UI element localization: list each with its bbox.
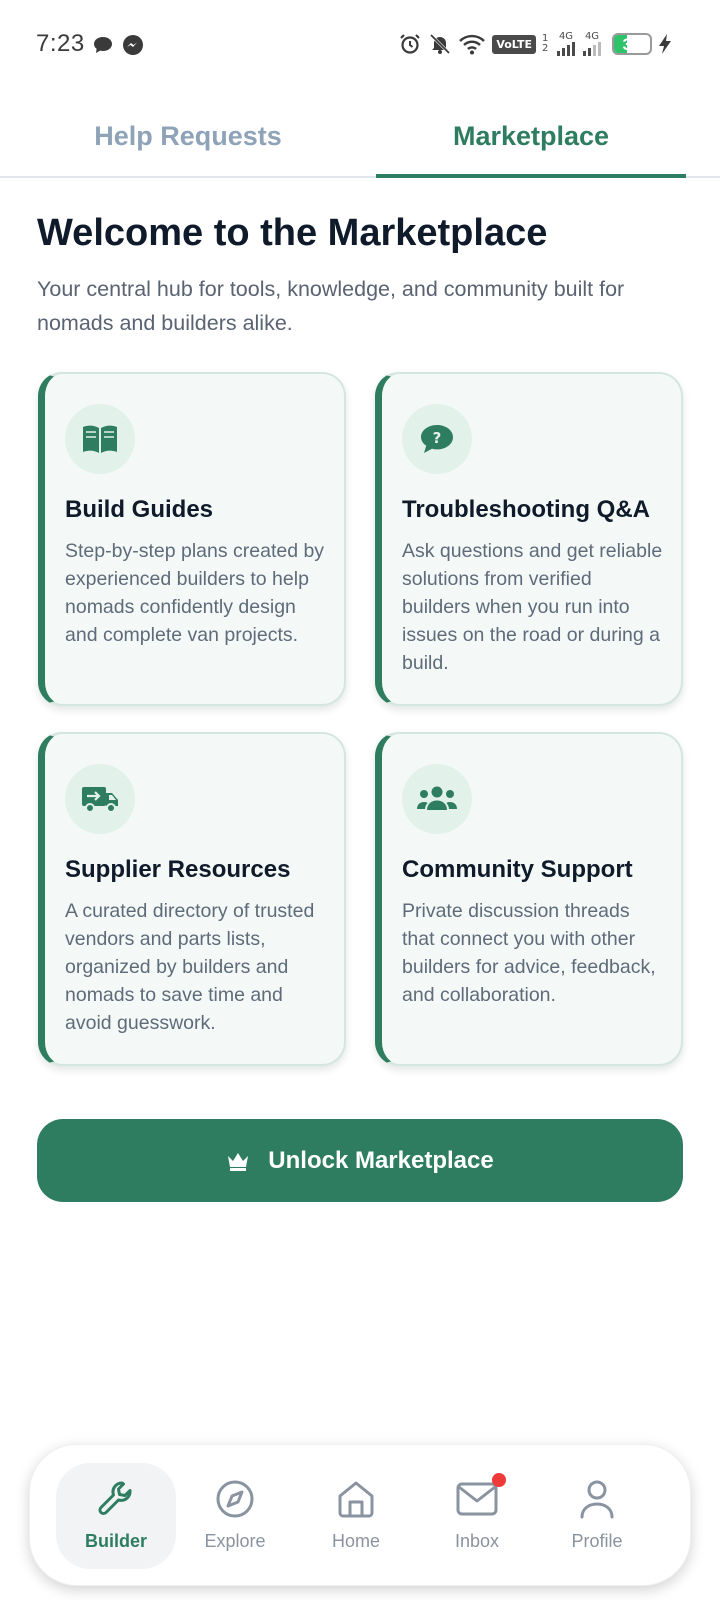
bell-off-icon: [428, 32, 452, 56]
battery-level: 36: [622, 35, 642, 54]
nav-label: Builder: [84, 1531, 147, 1551]
nav-item-builder[interactable]: [56, 1463, 176, 1569]
card-title: Community Support: [402, 856, 633, 883]
signal-icon: [556, 42, 576, 56]
battery-indicator: [612, 33, 652, 55]
notification-dot: [492, 1473, 506, 1487]
crown-icon: [226, 1150, 250, 1172]
signal-2: [582, 32, 602, 56]
unlock-marketplace-button[interactable]: [37, 1119, 683, 1202]
wrench-icon: [96, 1477, 136, 1521]
mail-icon: [456, 1477, 498, 1521]
nav-item-explore[interactable]: [175, 1463, 295, 1569]
nav-label: Profile: [571, 1531, 623, 1551]
alarm-icon: [398, 32, 422, 56]
signal-1: [556, 32, 576, 56]
card-description: Step-by-step plans created by experienced builders to help nomads confidently design and complete van projects.: [65, 540, 325, 646]
card-title: Supplier Resources: [65, 856, 291, 883]
chat-bubble-icon: [92, 34, 114, 56]
nav-label: Explore: [204, 1531, 266, 1551]
sim-index: 1 2: [542, 33, 549, 54]
card-community-support[interactable]: [375, 732, 683, 1066]
svg-text:?: ?: [432, 429, 442, 447]
notification-icons: [92, 34, 144, 56]
active-tab-indicator: [376, 174, 686, 178]
compass-icon: [215, 1477, 255, 1521]
users-icon: [402, 764, 472, 834]
status-bar: [0, 0, 720, 92]
nav-item-profile[interactable]: [537, 1463, 657, 1569]
card-troubleshooting[interactable]: [375, 372, 683, 706]
status-time: 7:23: [36, 30, 85, 57]
question-bubble-icon: [402, 404, 472, 474]
unlock-button-label: Unlock Marketplace: [268, 1146, 494, 1174]
tab-help-requests[interactable]: Help Requests: [94, 120, 282, 151]
card-title: Build Guides: [65, 496, 214, 523]
nav-label: Inbox: [454, 1531, 500, 1551]
book-open-icon: [65, 404, 135, 474]
page-title: Welcome to the Marketplace: [37, 212, 548, 254]
card-title: Troubleshooting Q&A: [402, 496, 650, 523]
volte-badge: VoLTE: [492, 35, 536, 54]
page-subtitle: Your central hub for tools, knowledge, and community built for nomads and builders alike.: [37, 277, 625, 335]
messenger-icon: [122, 34, 144, 56]
nav-label: Home: [331, 1531, 380, 1551]
tab-bar: [0, 96, 720, 178]
tab-marketplace[interactable]: Marketplace: [452, 120, 610, 151]
system-status-icons: [398, 32, 672, 56]
bottom-navigation: [29, 1444, 691, 1586]
nav-item-home[interactable]: [296, 1463, 416, 1569]
network-label-2: 4G: [584, 31, 600, 42]
card-build-guides[interactable]: [38, 372, 346, 706]
charging-icon: [658, 33, 672, 55]
user-icon: [577, 1477, 617, 1521]
card-supplier-resources[interactable]: [38, 732, 346, 1066]
truck-icon: [65, 764, 135, 834]
nav-item-inbox[interactable]: [417, 1463, 537, 1569]
card-description: Private discussion threads that connect you with other builders for advice, feedback, and collaboration.: [402, 900, 656, 1006]
network-label-1: 4G: [558, 31, 574, 42]
card-description: A curated directory of trusted vendors and parts lists, organized by builders and nomads to save time and avoid guesswork.: [65, 900, 315, 1034]
card-description: Ask questions and get reliable solutions from verified builders when you run into issues on the road or during a build.: [402, 540, 663, 674]
home-icon: [336, 1477, 376, 1521]
signal-icon: [582, 42, 602, 56]
wifi-icon: [458, 32, 486, 56]
